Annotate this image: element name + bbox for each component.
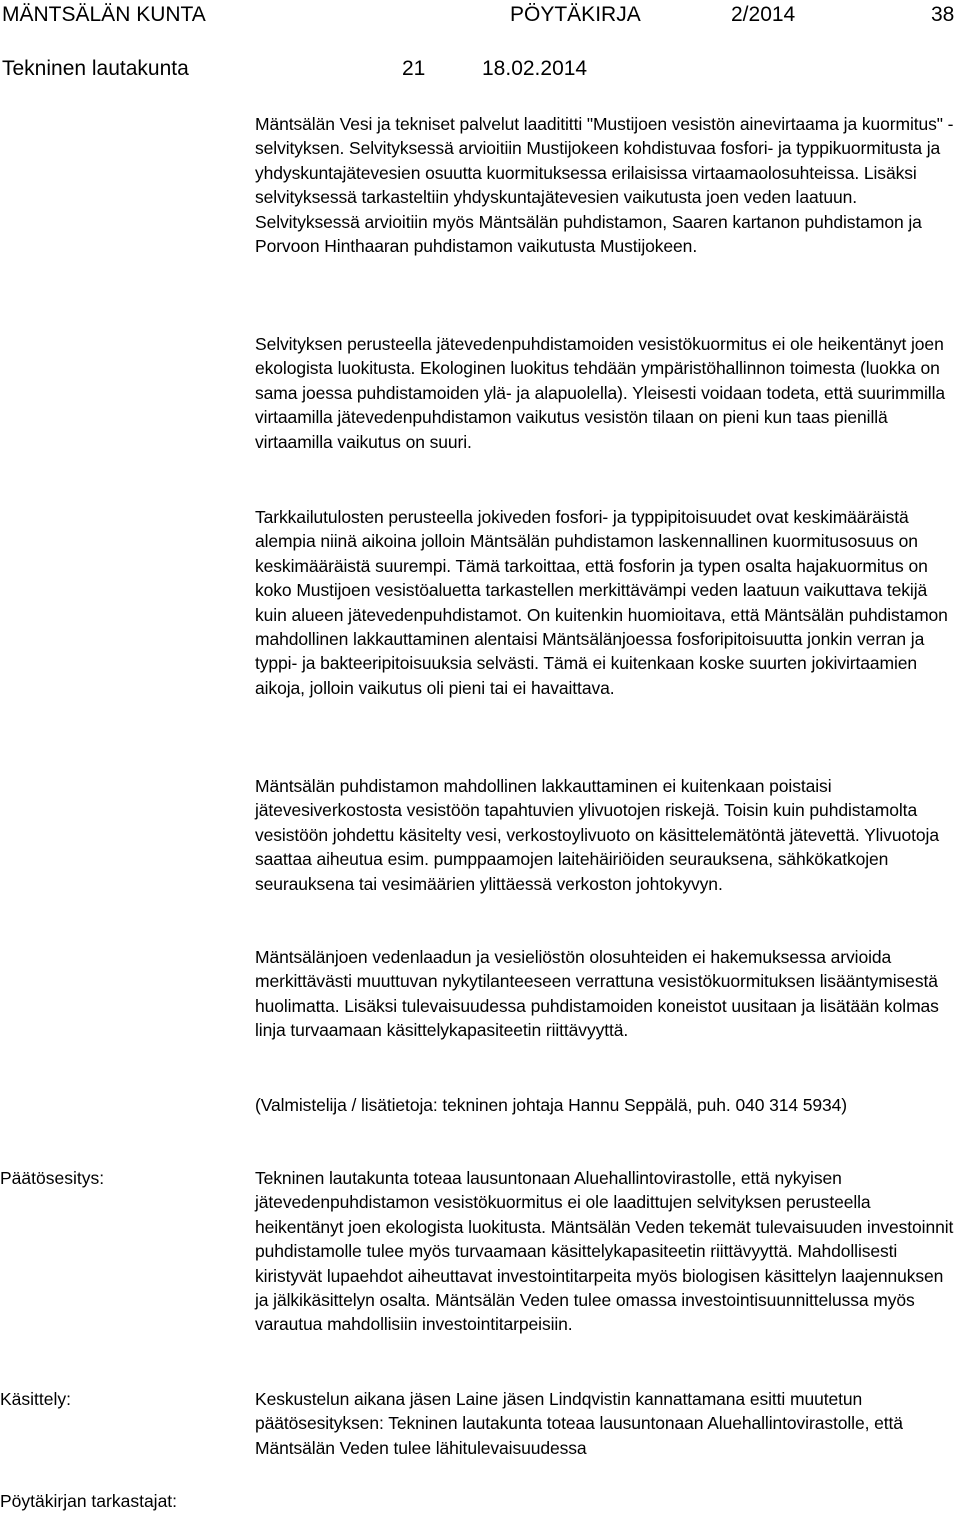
document-number: 2/2014 [731,3,796,26]
document-type: PÖYTÄKIRJA [510,3,641,26]
body-paragraph-3: Tarkkailutulosten perusteella jokiveden fosfori- ja typpipitoisuudet ovat keskimääräistä alempia niinä aikoina jolloin Mäntsälän puhdistamon laskennallinen kuormitusosuus on keskimääräistä suurempi. Tämä tarkoittaa, että fosforin ja typen osalta hajakuormitus on koko Mustijoen vesistöaluetta tarkastellen merkittävämpi veden laatuun vaikuttava tekijä kuin alueen jätevedenpuhdistamot. On kuitenkin huomioitava, että Mäntsälän puhdistamon mahdollinen lakkauttaminen alentaisi Mäntsälänjoessa fosforipitoisuutta jonkin verran ja typpi- ja bakteeripitoisuuksia selvästi. Tämä ei kuitenkaan koske suurten jokivirtaamien aikoja, jolloin vaikutus oli pieni tai ei havaittava. [255,507,948,698]
body-paragraph-5: Mäntsälänjoen vedenlaadun ja vesieliöstön olosuhteiden ei hakemuksessa arvioida merkittävästi muuttuvan nykytilanteeseen verrattuna vesistökuormituksen lisääntymisestä huolimatta. Lisäksi tulevaisuudessa puhdistamoiden koneistot uusitaan ja lisätään kolmas linja turvaamaan käsittelykapasiteetin riittävyyttä. [255,947,939,1041]
decision-text: Tekninen lautakunta toteaa lausuntonaan Aluehallintovirastolle, että nykyisen jätevedenpuhdistamon vesistökuormitus ei ole laadittujen selvityksen perusteella heikentänyt joen ekologista luokitusta. Mäntsälän Veden tekemät tulevaisuuden investoinnit puhdistamolle tulee myös turvaamaan käsittelykapasiteetin riittävyyttä. Mahdollisesti kiristyvät lupaehdot aiheuttavat investointitarpeita myös biologisen käsittelyn laajennuksen ja jälkikäsittelyn osalta. Mäntsälän Veden tulee omassa investointisuunnittelussa myös varautua mahdollisiin investointitarpeisiin. [255,1168,954,1335]
preparer-note: (Valmistelija / lisätietoja: tekninen johtaja Hannu Seppälä, puh. 040 314 5934) [255,1095,848,1115]
body-paragraph-4: Mäntsälän puhdistamon mahdollinen lakkauttaminen ei kuitenkaan poistaisi jätevesiverkostosta vesistöön tapahtuvien ylivuotojen riskejä. Toisin kuin puhdistamolta vesistöön johdettu käsitelty vesi, verkostoylivuoto on käsittelemätöntä jätevettä. Ylivuotoja saattaa aiheutua esim. pumppaamojen laitehäiriöiden seurauksena, sähkökatkojen seurauksena tai vesimäärien ylittäessä verkoston johtokyvyn. [255,776,939,894]
section-number: 21 [402,57,426,80]
decision-label: Päätösesitys: [0,1168,105,1188]
page-number: 38 [931,3,955,26]
board-name: Tekninen lautakunta [2,57,189,80]
meeting-date: 18.02.2014 [482,57,588,80]
body-paragraph-2: Selvityksen perusteella jätevedenpuhdistamoiden vesistökuormitus ei ole heikentänyt joen ekologista luokitusta. Ekologinen luokitus tehdään ympäristöhallinnon toimesta (luokka on sama joessa puhdistamoiden ylä- ja alapuolella). Yleisesti voidaan todeta, että suurimmilla virtaamilla jätevedenpuhdistamon vaikutus vesistön tilaan on pieni kun taas pienillä virtaamilla vaikutus on suuri. [255,334,945,452]
handling-label: Käsittely: [0,1389,71,1409]
body-paragraph-1: Mäntsälän Vesi ja tekniset palvelut laadititti "Mustijoen vesistön ainevirtaama ja kuormitus" - selvityksen. Selvityksessä arvioitiin Mustijokeen kohdistuvaa fosfori- ja typpikuormitusta ja yhdyskuntajätevesien osuutta kuormituksessa erilaisissa virtaamaolosuhteissa. Lisäksi selvityksessä tarkasteltiin yhdyskuntajätevesien vaikutusta joen veden laatuun. Selvityksessä arvioitiin myös Mäntsälän puhdistamon, Saaren kartanon puhdistamon ja Porvoon Hinthaaran puhdistamon vaikutusta Mustijokeen. [255,114,954,257]
handling-text: Keskustelun aikana jäsen Laine jäsen Lindqvistin kannattamana esitti muutetun päätösesityksen: Tekninen lautakunta toteaa lausuntonaan Aluehallintovirastolle, että Mäntsälän Veden tulee lähitulevaisuudessa [255,1389,903,1458]
municipality-name: MÄNTSÄLÄN KUNTA [2,3,206,26]
minutes-checkers-label: Pöytäkirjan tarkastajat: [0,1491,178,1511]
